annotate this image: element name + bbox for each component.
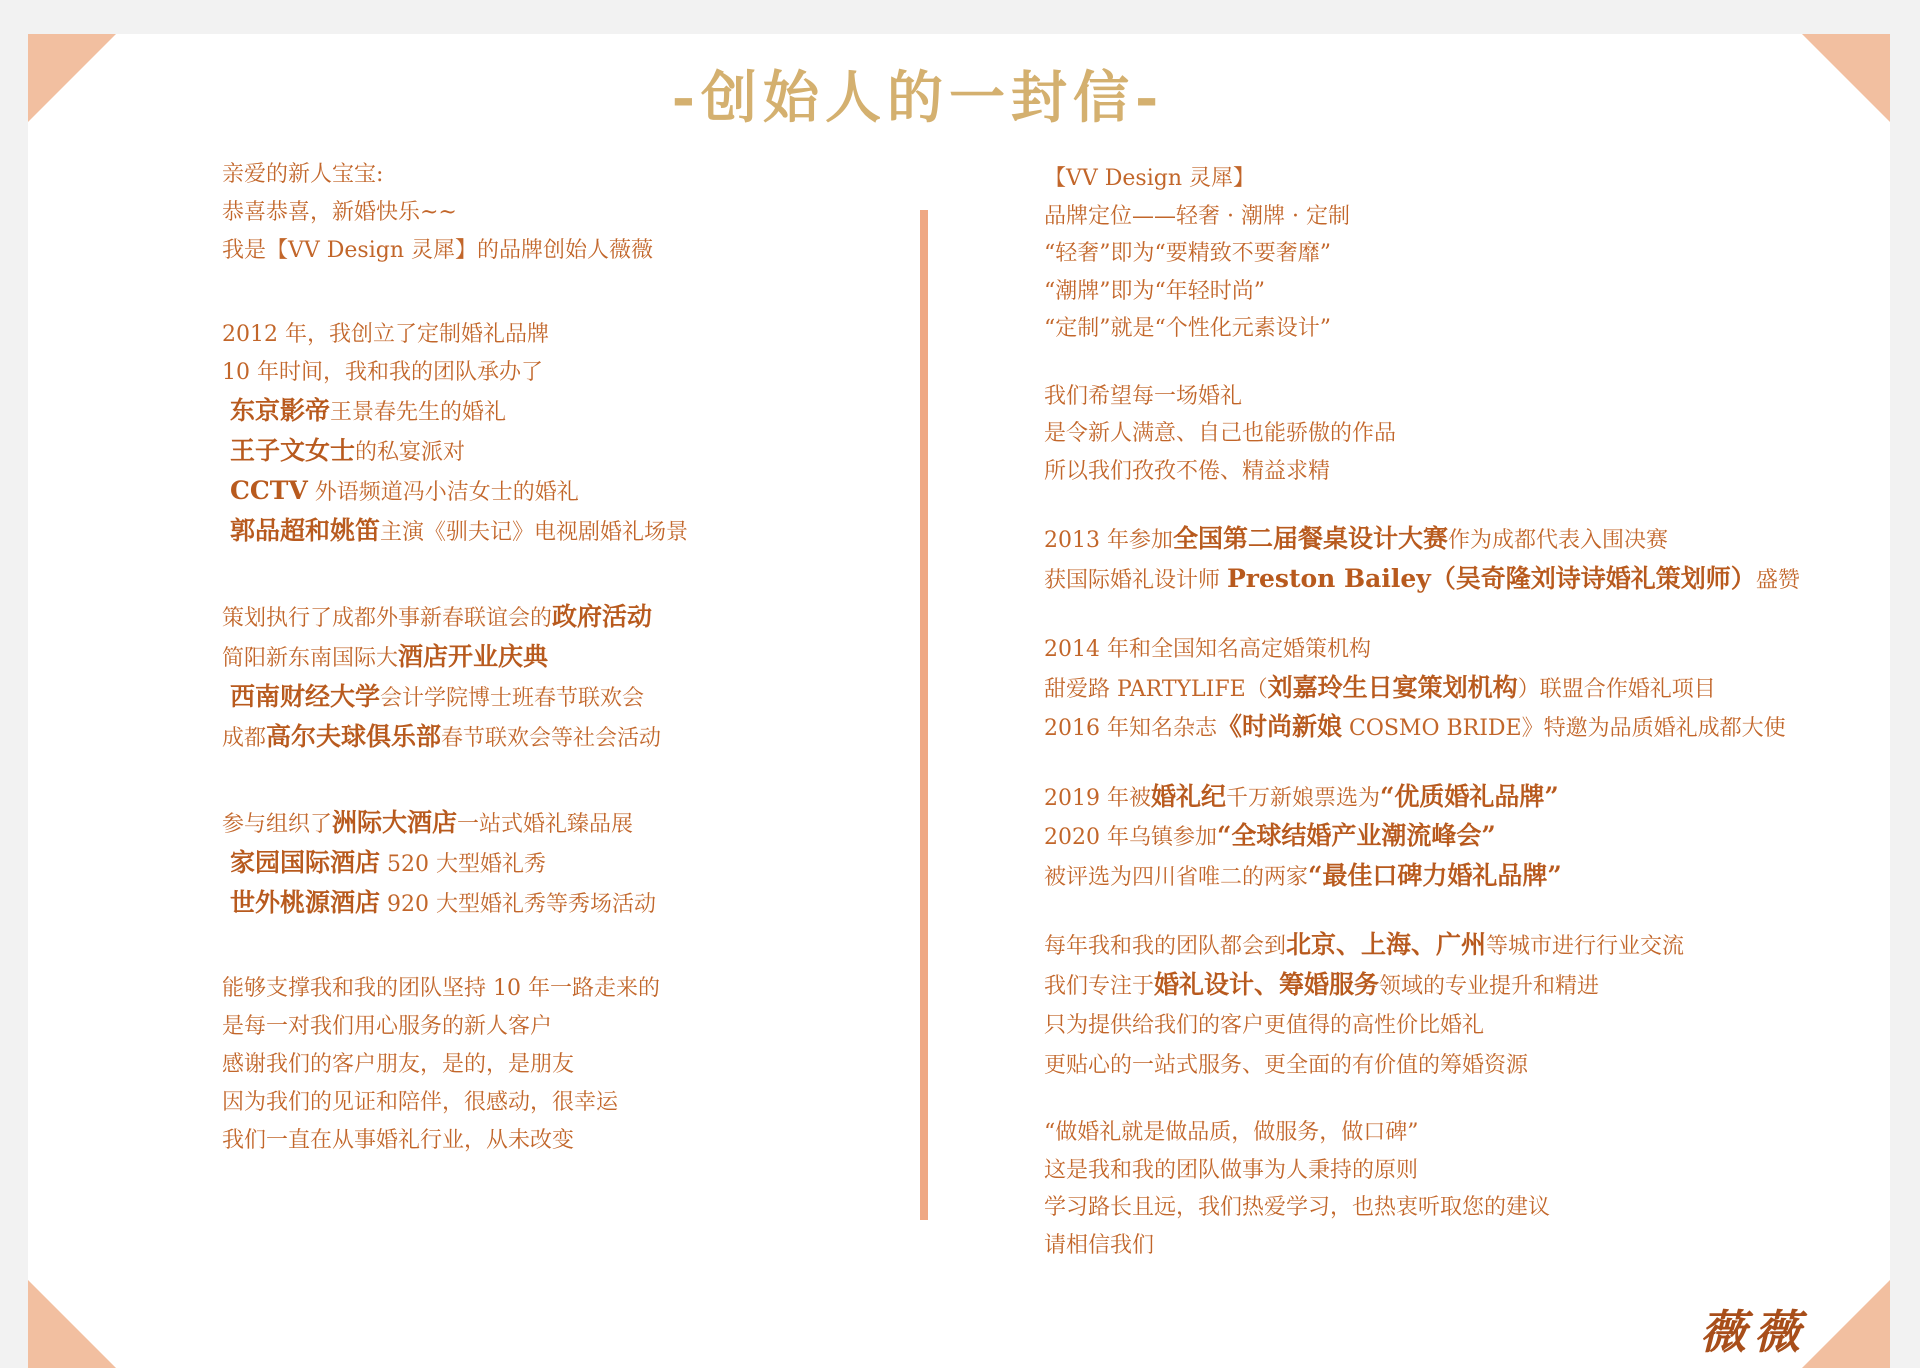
page-title: -创始人的一封信-: [671, 65, 1165, 131]
history-line: 10 年时间，我和我的团队承办了: [222, 360, 543, 385]
award-line: 被评选为四川省唯二的两家“最佳口碑力婚礼品牌”: [1044, 860, 1562, 890]
focus-line: 每年我和我的团队都会到北京、上海、广州等城市进行行业交流: [1044, 930, 1685, 959]
focus-line: 我们专注于婚礼设计、筹婚服务领域的专业提升和精进: [1044, 969, 1600, 999]
hope-line: 我们希望每一场婚礼: [1044, 383, 1243, 409]
event-line: CCTV 外语频道冯小洁女士的婚礼: [230, 476, 579, 505]
greeting-line: 恭喜恭喜，新婚快乐~~: [222, 200, 457, 225]
event-line: 王子文女士的私宴派对: [230, 436, 466, 465]
award-line: 2019 年被婚礼纪千万新娘票选为“优质婚礼品牌”: [1044, 781, 1559, 811]
column-divider: [920, 210, 928, 1220]
focus-line: 更贴心的一站式服务、更全面的有价值的筹婚资源: [1044, 1052, 1529, 1078]
closing-line: 感谢我们的客户朋友，是的，是朋友: [222, 1052, 575, 1077]
award-line: 2016 年知名杂志《时尚新娘 COSMO BRIDE》特邀为品质婚礼成都大使: [1044, 712, 1786, 741]
motto-line: 这是我和我的团队做事为人秉持的原则: [1044, 1157, 1419, 1183]
event-line: 家园国际酒店 520 大型婚礼秀: [230, 848, 546, 877]
signature: 薇薇: [1700, 1305, 1808, 1359]
event-line: 东京影帝王景春先生的婚礼: [230, 396, 507, 425]
event-line: 简阳新东南国际大酒店开业庆典: [222, 642, 549, 671]
corner-decoration-top-right: [1802, 34, 1890, 122]
closing-line: 能够支撑我和我的团队坚持 10 年一路走来的: [222, 976, 660, 1001]
closing-line: 是每一对我们用心服务的新人客户: [222, 1014, 553, 1039]
hope-line: 所以我们孜孜不倦、精益求精: [1044, 458, 1331, 484]
brand-line: 【VV Design 灵犀】: [1044, 166, 1255, 191]
award-line: 甜爱路 PARTYLIFE（刘嘉玲生日宴策划机构）联盟合作婚礼项目: [1044, 672, 1716, 702]
brand-line: “定制”就是“个性化元素设计”: [1044, 316, 1331, 341]
event-line: 成都高尔夫球俱乐部春节联欢会等社会活动: [222, 722, 662, 751]
award-line: 2020 年乌镇参加“全球结婚产业潮流峰会”: [1044, 821, 1496, 850]
event-line: 郭品超和姚笛主演《驯夫记》电视剧婚礼场景: [230, 516, 689, 545]
right-column: [1044, 160, 1874, 1264]
focus-line: 只为提供给我们的客户更值得的高性价比婚礼: [1044, 1013, 1485, 1038]
hope-line: 是令新人满意、自己也能骄傲的作品: [1044, 421, 1397, 446]
motto-line: “做婚礼就是做品质，做服务，做口碑”: [1044, 1120, 1419, 1145]
closing-line: 我们一直在从事婚礼行业，从未改变: [222, 1128, 575, 1153]
event-line: 世外桃源酒店 920 大型婚礼秀等秀场活动: [230, 888, 656, 917]
left-column: [222, 156, 902, 1160]
award-line: 2013 年参加全国第二届餐桌设计大赛作为成都代表入围决赛: [1044, 524, 1669, 553]
award-line: 2014 年和全国知名高定婚策机构: [1044, 637, 1371, 662]
brand-line: “潮牌”即为“年轻时尚”: [1044, 278, 1265, 304]
award-line: 获国际婚礼设计师 Preston Bailey（吴奇隆刘诗诗婚礼策划师）盛赞: [1044, 563, 1800, 593]
motto-line: 请相信我们: [1044, 1232, 1155, 1258]
corner-decoration-bottom-left: [28, 1280, 116, 1368]
brand-line: 品牌定位——轻奢 · 潮牌 · 定制: [1044, 203, 1350, 229]
greeting-line: 我是【VV Design 灵犀】的品牌创始人薇薇: [222, 238, 653, 263]
brand-line: “轻奢”即为“要精致不要奢靡”: [1044, 241, 1331, 266]
event-line: 西南财经大学会计学院博士班春节联欢会: [230, 682, 645, 711]
greeting-line: 亲爱的新人宝宝:: [222, 162, 384, 187]
history-line: 2012 年，我创立了定制婚礼品牌: [222, 322, 549, 347]
event-line: 策划执行了成都外事新春联谊会的政府活动: [222, 602, 653, 631]
motto-line: 学习路长且远，我们热爱学习，也热衷听取您的建议: [1044, 1195, 1551, 1220]
corner-decoration-bottom-right: [1802, 1280, 1890, 1368]
event-line: 参与组织了洲际大酒店一站式婚礼臻品展: [222, 808, 634, 837]
closing-line: 因为我们的见证和陪伴，很感动，很幸运: [222, 1090, 619, 1115]
